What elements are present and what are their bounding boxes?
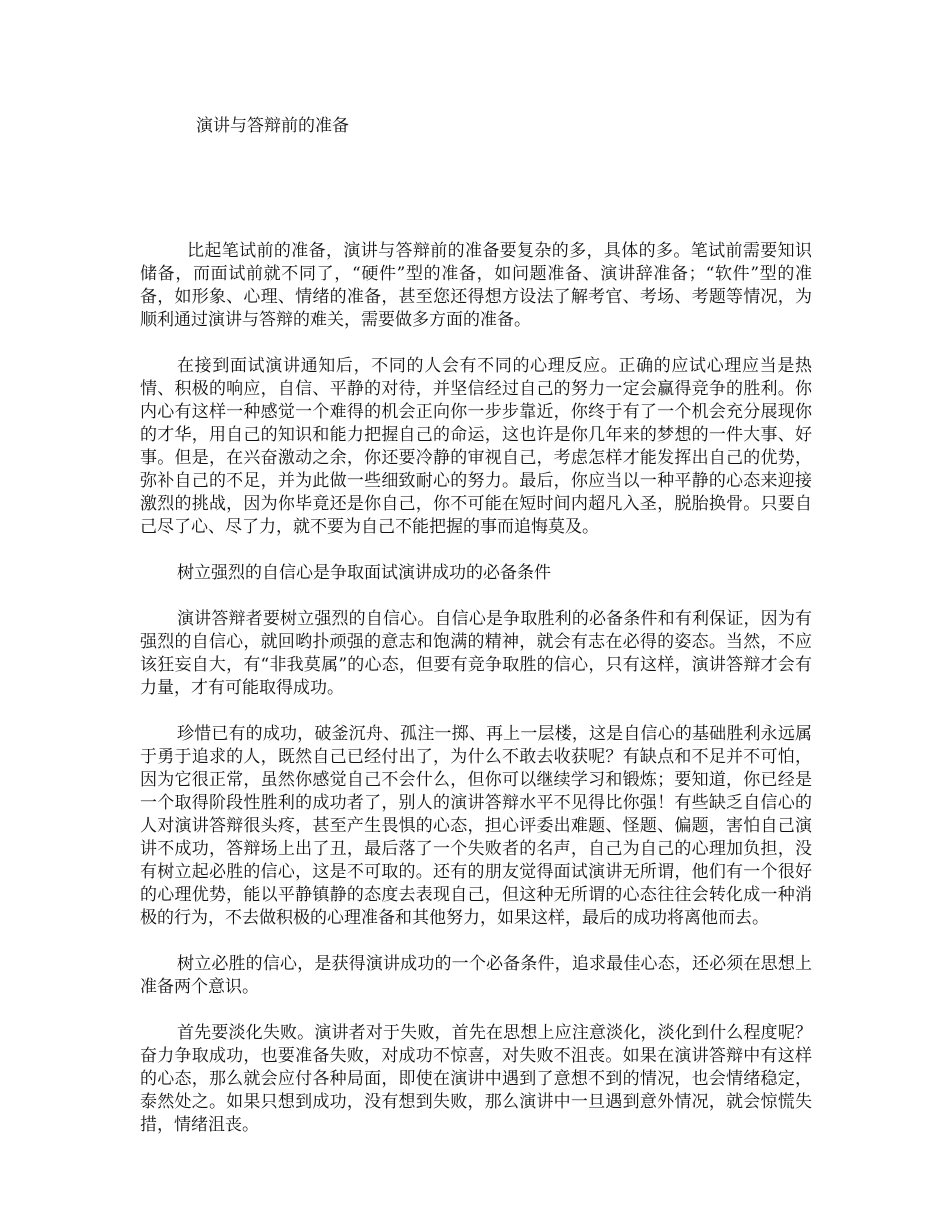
paragraph-cherish-success: 珍惜已有的成功，破釜沉舟、孤注一掷、再上一层楼，这是自信心的基础胜利永远属于勇于追求的人，既然自己已经付出了，为什么不敢去收获呢？有缺点和不足并不可怕，因为它很正常，虽然你感觉自己不会什么，但你可以继续学习和锻炼；要知道，你已经是一个取得阶段性胜利的成功者了，别人的演讲答辩水平不见得比你强！有些缺乏自信心的人对演讲答辩很头疼，甚至产生畏惧的心态，担心评委出难题、怪题、偏题，害怕自己演讲不成功，答辩场上出了丑，最后落了一个失败者的名声，自己为自己的心理加负担，没有树立起必胜的信心，这是不可取的。还有的朋友觉得面试演讲无所谓，他们有一个很好的心理优势，能以平静镇静的态度去表现自己，但这种无所谓的心态往往会转化成一种消极的行为，不去做积极的心理准备和其他努力，如果这样，最后的成功将离他而去。 (140, 724, 812, 928)
paragraph-two-awareness: 树立必胜的信心，是获得演讲成功的一个必备条件，追求最佳心态，还必须在思想上准备两个意识。 (140, 954, 812, 997)
paragraph-mindset: 在接到面试演讲通知后，不同的人会有不同的心理反应。正确的应试心理应当是热情、积极的响应，自信、平静的对待，并坚信经过自己的努力一定会赢得竞争的胜利。你内心有这样一种感觉一个难得的机会正向你一步步靠近，你终于有了一个机会充分展现你的才华，用自己的知识和能力把握自己的命运，这也许是你几年来的梦想的一件大事、好事。但是，在兴奋激动之余，你还要冷静的审视自己，考虑怎样才能发挥出自己的优势，弥补自己的不足，并为此做一些细致耐心的努力。最后，你应当以一种平静的心态来迎接激烈的挑战，因为你毕竟还是你自己，你不可能在短时间内超凡入圣，脱胎换骨。只要自己尽了心、尽了力，就不要为自己不能把握的事而追悔莫及。 (140, 356, 812, 537)
paragraph-intro: 比起笔试前的准备，演讲与答辩前的准备要复杂的多，具体的多。笔试前需要知识储备，而面试前就不同了，“硬件”型的准备，如问题准备、演讲辞准备；“软件”型的准备，如形象、心理、情绪的准备，甚至您还得想方设法了解考官、考场、考题等情况，为顺利通过演讲与答辩的难关，需要做多方面的准备。 (140, 241, 812, 330)
document-title: 演讲与答辩前的准备 (196, 116, 349, 136)
section-heading-confidence: 树立强烈的自信心是争取面试演讲成功的必备条件 (177, 563, 551, 583)
document-body (140, 240, 812, 1160)
paragraph-confidence: 演讲答辩者要树立强烈的自信心。自信心是争取胜利的必备条件和有利保证，因为有强烈的自信心，就回哟扑顽强的意志和饱满的精神，就会有志在必得的姿态。当然，不应该狂妄自大，有“非我莫属”的心态，但要有竞争取胜的信心，只有这样，演讲答辩才会有力量，才有可能取得成功。 (140, 609, 812, 698)
paragraph-downplay-failure: 首先要淡化失败。演讲者对于失败，首先在思想上应注意淡化，淡化到什么程度呢？奋力争取成功，也要准备失败，对成功不惊喜，对失败不沮丧。如果在演讲答辩中有这样的心态，那么就会应付各种局面，即使在演讲中遇到了意想不到的情况，也会情绪稳定，泰然处之。如果只想到成功，没有想到失败，那么演讲中一旦遇到意外情况，就会惊慌失措，情绪沮丧。 (140, 1023, 812, 1135)
